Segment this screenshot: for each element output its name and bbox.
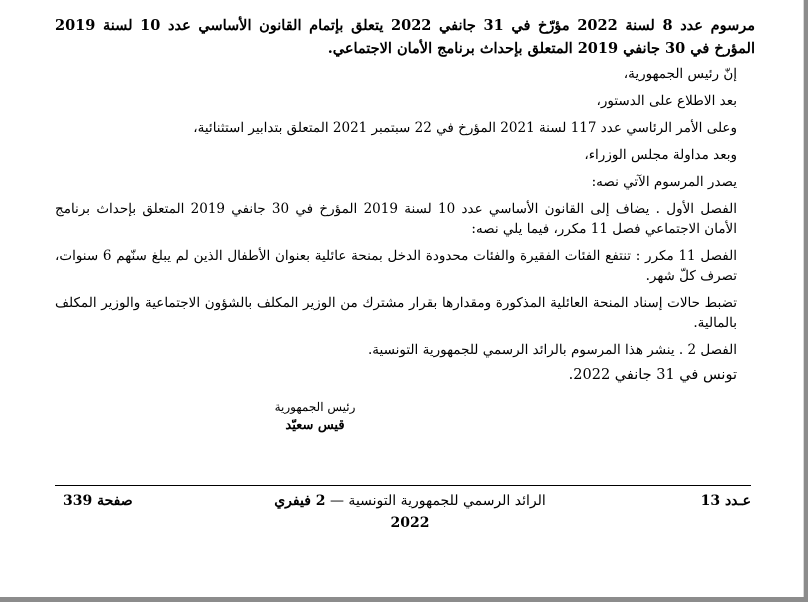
issue-number: عـدد 13 [700,493,751,509]
signature-block [270,398,360,436]
preamble-president: إنّ رئيس الجمهورية، [623,66,737,82]
enactment-clause: يصدر المرسوم الآتي نصه: [591,174,737,190]
signing-date: تونس في 31 جانفي 2022. [568,367,737,383]
article-1: الفصل الأول . يضاف إلى القانون الأساسي عدد 10 لسنة 2019 المؤرخ في 30 جانفي 2019 المتعلق بإحداث برنامج الأمان الاجتماعي فصل 11 مكرر، فيما يلي نصه: [55,201,737,237]
page-edge-shadow-right [804,0,808,602]
decree-heading: مرسوم عدد 8 لسنة 2022 مؤرّخ في 31 جانفي 2022 يتعلق بإتمام القانون الأساسي عدد 10 لسنة 2019 المؤرخ في 30 جانفي 2019 المتعلق بإحداث برنامج الأمان الاجتماعي. [55,17,755,57]
signatory-title: رئيس الجمهورية [274,400,356,414]
publication-date: 2 فيفري 2022 [274,493,430,531]
preamble-constitution: بعد الاطلاع على الدستور، [596,93,737,109]
article-11-bis: الفصل 11 مكرر : تنتفع الفئات الفقيرة والفئات محدودة الدخل بمنحة عائلية بعنوان الأطفال الذين لم يبلغ سنّهم 6 سنوات، تصرف كلّ شهر. [55,248,737,284]
preamble-council-deliberation: وبعد مداولة مجلس الوزراء، [584,147,737,163]
journal-title [265,490,555,534]
journal-name: الرائد الرسمي للجمهورية التونسية — [329,493,546,509]
preamble-presidential-order: وعلى الأمر الرئاسي عدد 117 لسنة 2021 المؤرخ في 22 سبتمبر 2021 المتعلق بتدابير استثنائية، [193,120,737,136]
footer-divider [55,485,751,486]
page-edge-shadow-bottom [0,597,808,602]
article-11-bis-paragraph-2: تضبط حالات إسناد المنحة العائلية المذكورة ومقدارها بقرار مشترك من الوزير المكلف بالشؤون الاجتماعية والوزير المكلف بالمالية. [55,295,737,331]
page-footer [55,490,751,531]
article-2: الفصل 2 . ينشر هذا المرسوم بالرائد الرسمي للجمهورية التونسية. [367,342,737,358]
decree-body [55,14,755,386]
signatory-name: قيس سعيّد [285,418,345,433]
page-number: صفحة 339 [63,493,133,509]
